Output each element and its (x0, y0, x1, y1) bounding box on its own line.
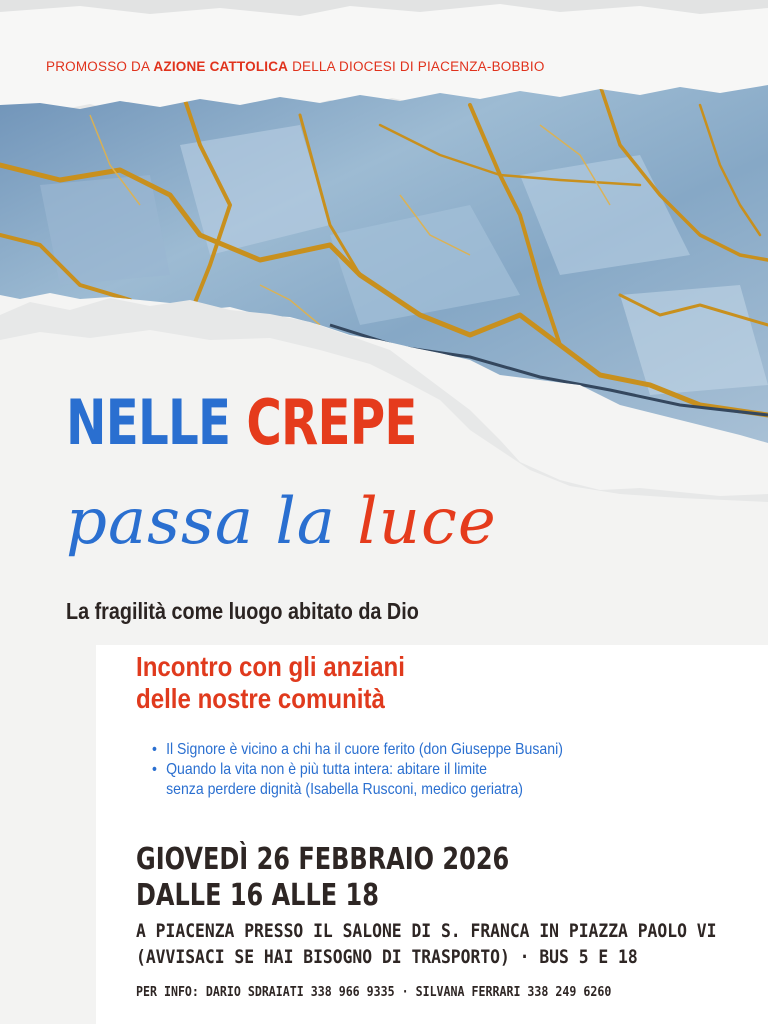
event-date: GIOVEDÌ 26 FEBBRAIO 2026 (136, 842, 510, 877)
event-headline-line-1: Incontro con gli anziani (136, 651, 405, 682)
promoter-line (46, 59, 545, 74)
event-where (136, 918, 716, 970)
contact-info: PER INFO: DARIO SDRAIATI 338 966 9335 · SILVANA FERRARI 338 249 6260 (136, 984, 612, 1000)
event-time: DALLE 16 ALLE 18 (136, 878, 379, 913)
title-word-red: CREPE (246, 386, 417, 459)
event-headline-line-2: delle nostre comunità (136, 683, 385, 714)
topic-item: • Quando la vita non è più tutta intera: abitare il limite (152, 760, 563, 780)
title-word-blue: NELLE (66, 386, 247, 459)
title-line-2 (66, 485, 497, 559)
event-place: A PIACENZA PRESSO IL SALONE DI S. FRANCA IN PIAZZA PAOLO VI (136, 920, 717, 942)
title-script-blue: passa la (66, 485, 358, 559)
subtitle: La fragilità come luogo abitato da Dio (66, 598, 419, 624)
event-headline (136, 651, 405, 715)
topic-list (152, 740, 563, 800)
topic-continuation-text: senza perdere dignità (Isabella Rusconi, medico geriatra) (166, 781, 523, 798)
promoter-org: AZIONE CATTOLICA (153, 59, 289, 74)
topic-item-continuation (152, 780, 563, 800)
promoter-suffix: DELLA DIOCESI DI PIACENZA-BOBBIO (288, 59, 545, 74)
topic-item: • Il Signore è vicino a chi ha il cuore ferito (don Giuseppe Busani) (152, 740, 563, 760)
event-when (136, 842, 509, 914)
event-transport: (AVVISACI SE HAI BISOGNO DI TRASPORTO) · BUS 5 E 18 (136, 946, 638, 968)
promoter-prefix: PROMOSSO DA (46, 59, 154, 74)
title-script-red: luce (357, 485, 497, 559)
title-line-1 (66, 386, 417, 459)
